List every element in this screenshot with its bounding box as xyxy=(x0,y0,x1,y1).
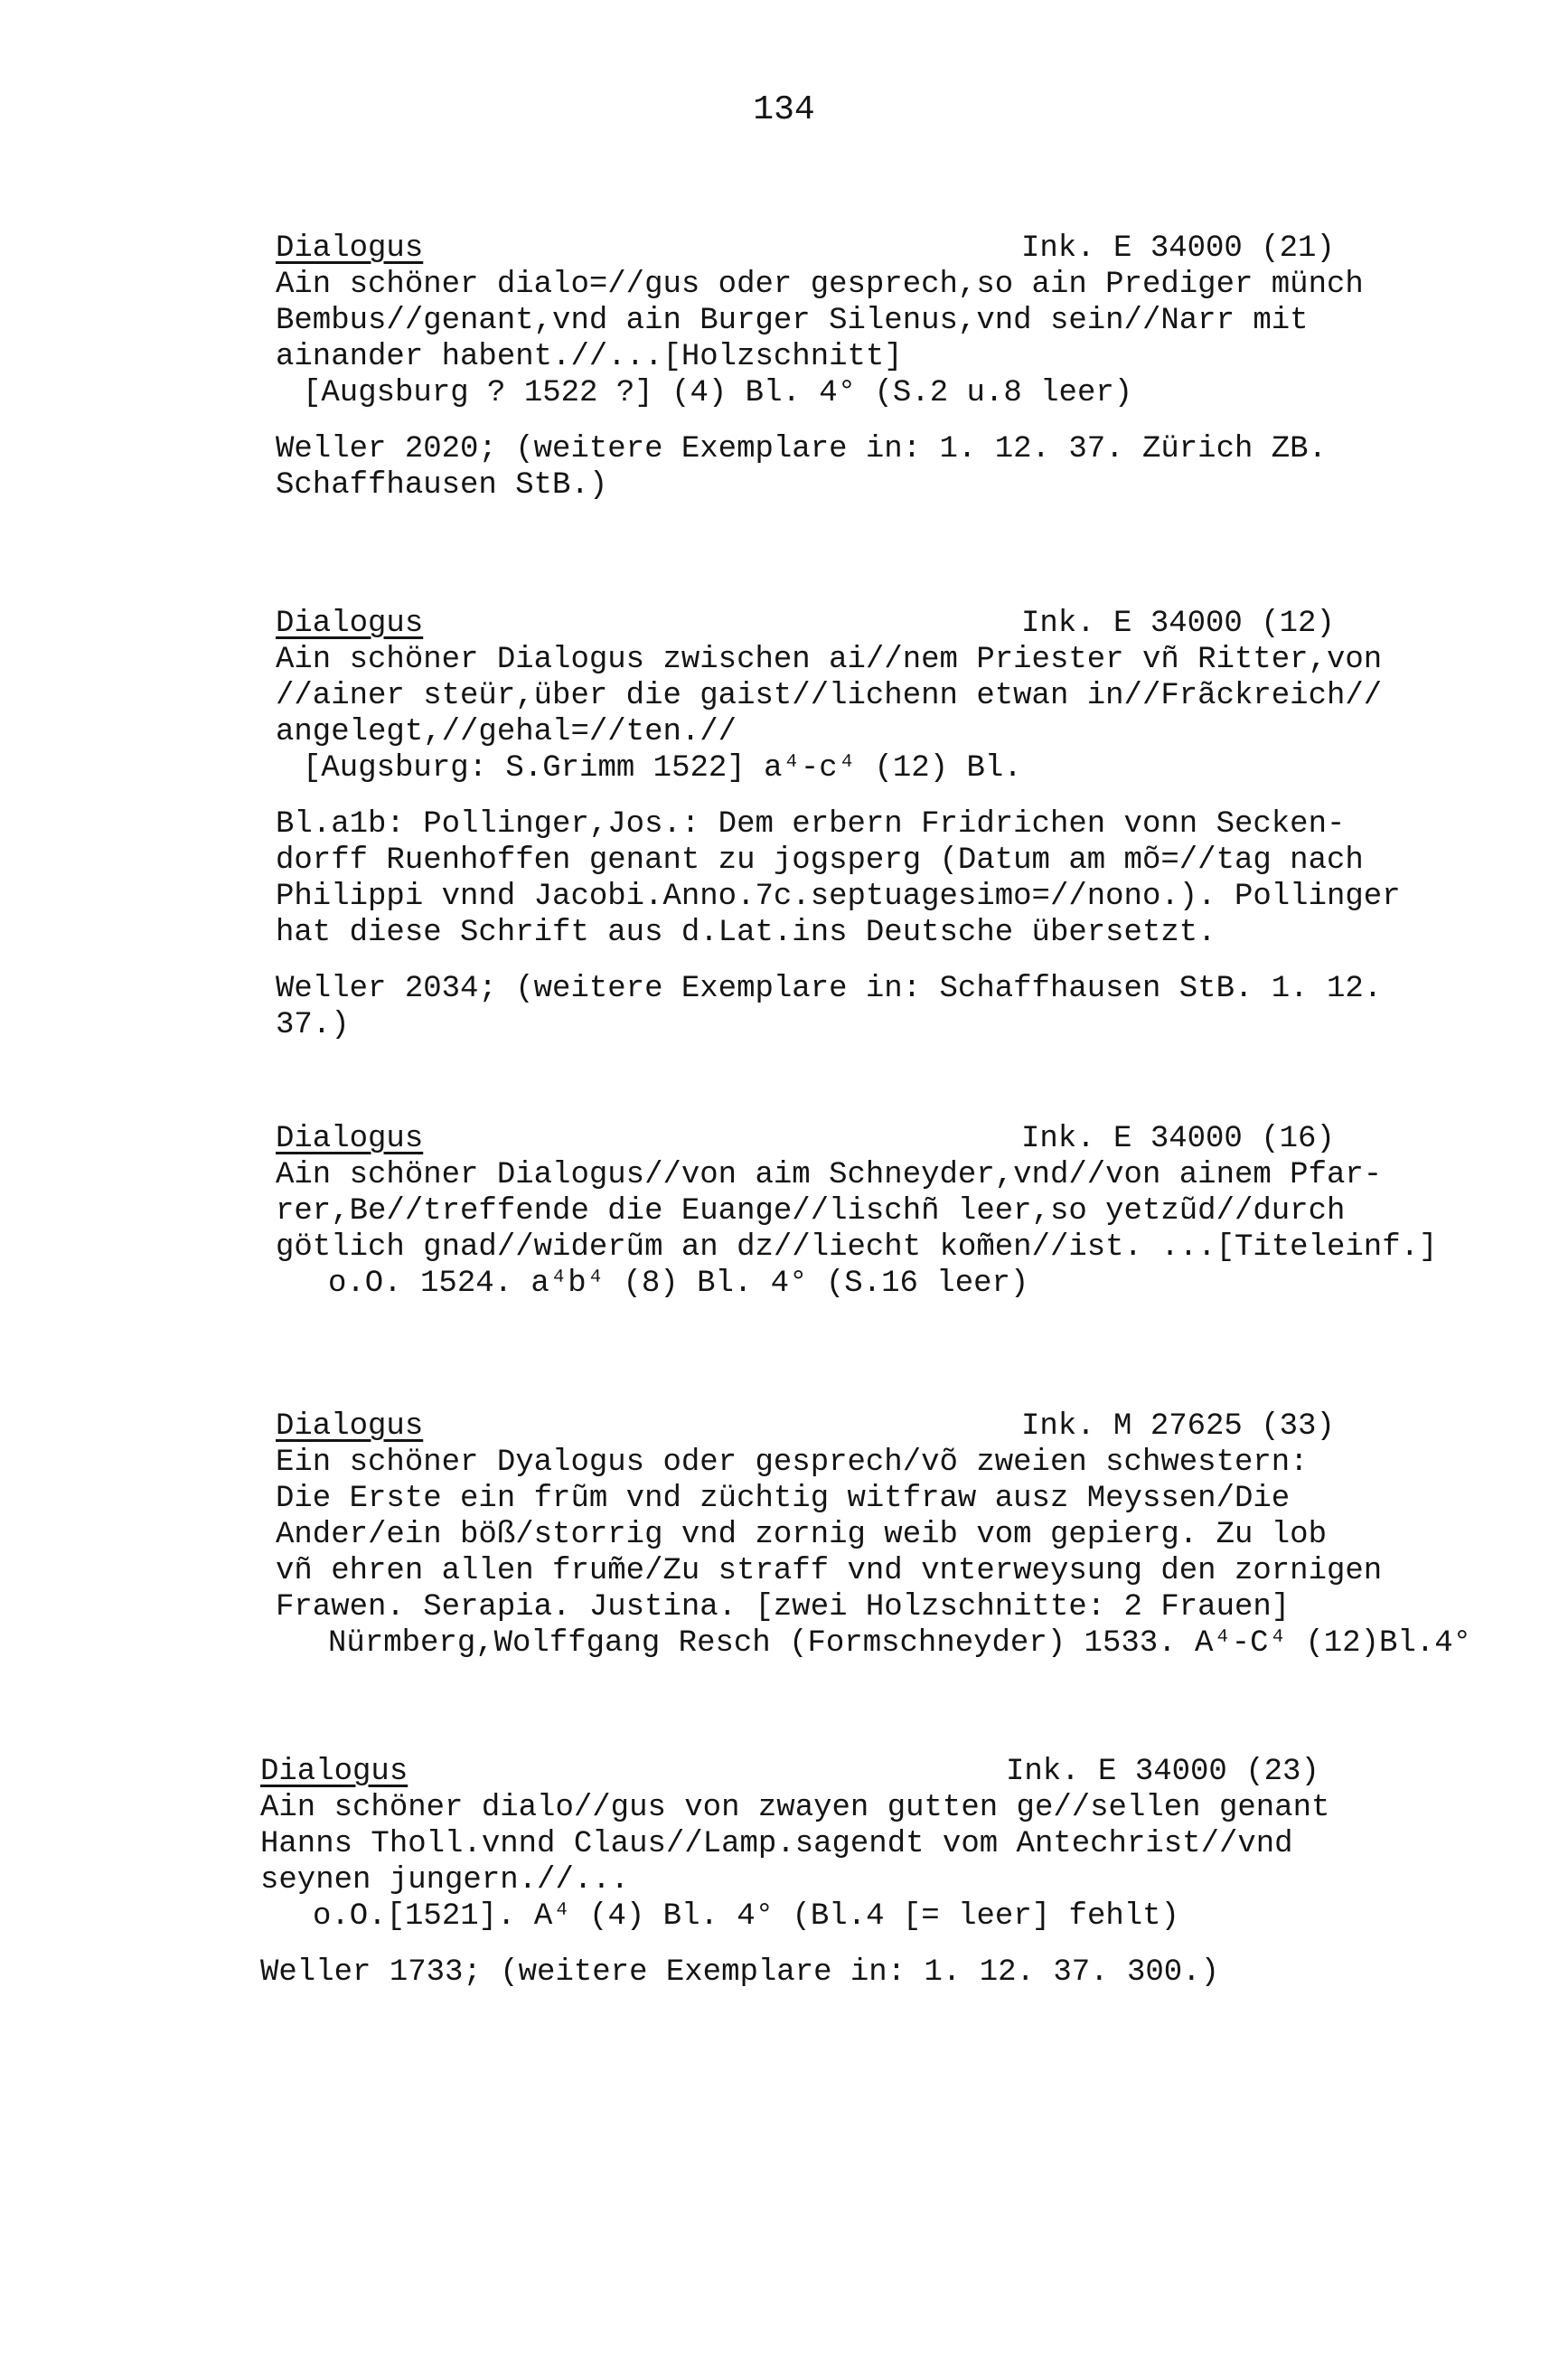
title-line: ainander habent.//...[Holzschnitt] xyxy=(276,340,903,374)
entry-heading xyxy=(276,1121,1478,1157)
title-line: götlich gnad//widerũm an dz//liecht kom̃en//ist. ...[Titeleinf.] xyxy=(276,1230,1438,1265)
title-line: rer,Be//treffende die Euange//lischñ leer,so yetzũd//durch xyxy=(276,1194,1346,1229)
imprint-line: o.O.[1521]. A⁴ (4) Bl. 4° (Bl.4 [= leer] fehlt) xyxy=(313,1899,1179,1934)
entry-title: Dialogus xyxy=(260,1755,408,1789)
shelf-mark: Ink. E 34000 (23) xyxy=(1006,1755,1319,1789)
title-line: Ein schöner Dyalogus oder gesprech/võ zweien schwestern: xyxy=(276,1446,1309,1480)
shelf-mark: Ink. M 27625 (33) xyxy=(1021,1409,1335,1444)
title-line: seynen jungern.//... xyxy=(260,1863,630,1898)
note-line: Philippi vnnd Jacobi.Anno.7c.septuagesimo=//nono.). Pollinger xyxy=(276,880,1401,914)
entry-heading xyxy=(276,231,1478,267)
note-line: 37.) xyxy=(276,1008,350,1042)
title-line: angelegt,//gehal=//ten.// xyxy=(276,715,737,749)
entry-title: Dialogus xyxy=(276,607,424,641)
title-line: Bembus//genant,vnd ain Burger Silenus,vnd sein//Narr mit xyxy=(276,304,1309,338)
note-line: hat diese Schrift aus d.Lat.ins Deutsche übersetzt. xyxy=(276,916,1216,950)
note-line: Bl.a1b: Pollinger,Jos.: Dem erbern Fridrichen vonn Secken- xyxy=(276,807,1346,842)
note-line: dorff Ruenhoffen genant zu jogsperg (Datum am mõ=//tag nach xyxy=(276,843,1364,878)
page-number: 134 xyxy=(753,90,815,129)
imprint-line: Nürmberg,Wolffgang Resch (Formschneyder) 1533. A⁴-C⁴ (12)Bl.4° xyxy=(328,1626,1472,1661)
imprint-line: o.O. 1524. a⁴b⁴ (8) Bl. 4° (S.16 leer) xyxy=(328,1267,1029,1301)
imprint-line: [Augsburg ? 1522 ?] (4) Bl. 4° (S.2 u.8 leer) xyxy=(303,376,1133,410)
entry-heading xyxy=(276,1408,1478,1445)
catalog-entry xyxy=(276,1408,1478,1662)
shelf-mark: Ink. E 34000 (21) xyxy=(1021,231,1335,266)
title-line: vñ ehren allen frum̃e/Zu straff vnd vnterweysung den zornigen xyxy=(276,1554,1383,1588)
title-line: Die Erste ein frũm vnd züchtig witfraw ausz Meyssen/Die xyxy=(276,1482,1291,1516)
note-line: Weller 1733; (weitere Exemplare in: 1. 12. 37. 300.) xyxy=(260,1955,1219,1990)
entry-title: Dialogus xyxy=(276,231,424,266)
note-line: Weller 2020; (weitere Exemplare in: 1. 12. 37. Zürich ZB. xyxy=(276,432,1327,466)
title-line: Hanns Tholl.vnnd Claus//Lamp.sagendt vom Antechrist//vnd xyxy=(260,1827,1293,1861)
note-line: Schaffhausen StB.) xyxy=(276,468,608,503)
title-line: Ain schöner dialo//gus von zwayen gutten ge//sellen genant xyxy=(260,1791,1330,1825)
title-line: //ainer steür,über die gaist//lichenn etwan in//Frãckreich// xyxy=(276,679,1383,713)
title-line: Ain schöner dialo=//gus oder gesprech,so ain Prediger münch xyxy=(276,268,1364,302)
entry-heading xyxy=(260,1754,1462,1790)
catalog-entry xyxy=(276,1121,1478,1302)
title-line: Ander/ein böß/storrig vnd zornig weib vom gepierg. Zu lob xyxy=(276,1518,1327,1552)
note-line: Weller 2034; (weitere Exemplare in: Schaffhausen StB. 1. 12. xyxy=(276,972,1383,1006)
imprint-line: [Augsburg: S.Grimm 1522] a⁴-c⁴ (12) Bl. xyxy=(303,751,1022,786)
shelf-mark: Ink. E 34000 (16) xyxy=(1021,1122,1335,1156)
shelf-mark: Ink. E 34000 (12) xyxy=(1021,607,1335,641)
title-line: Ain schöner Dialogus//von aim Schneyder,vnd//von ainem Pfar- xyxy=(276,1158,1383,1192)
catalog-entry xyxy=(260,1754,1462,1991)
catalog-entry xyxy=(276,606,1478,1043)
entry-title: Dialogus xyxy=(276,1409,424,1444)
title-line: Frawen. Serapia. Justina. [zwei Holzschnitte: 2 Frauen] xyxy=(276,1590,1291,1625)
title-line: Ain schöner Dialogus zwischen ai//nem Priester vñ Ritter,von xyxy=(276,643,1383,677)
entry-title: Dialogus xyxy=(276,1122,424,1156)
entry-heading xyxy=(276,606,1478,642)
catalog-entry xyxy=(276,231,1478,504)
